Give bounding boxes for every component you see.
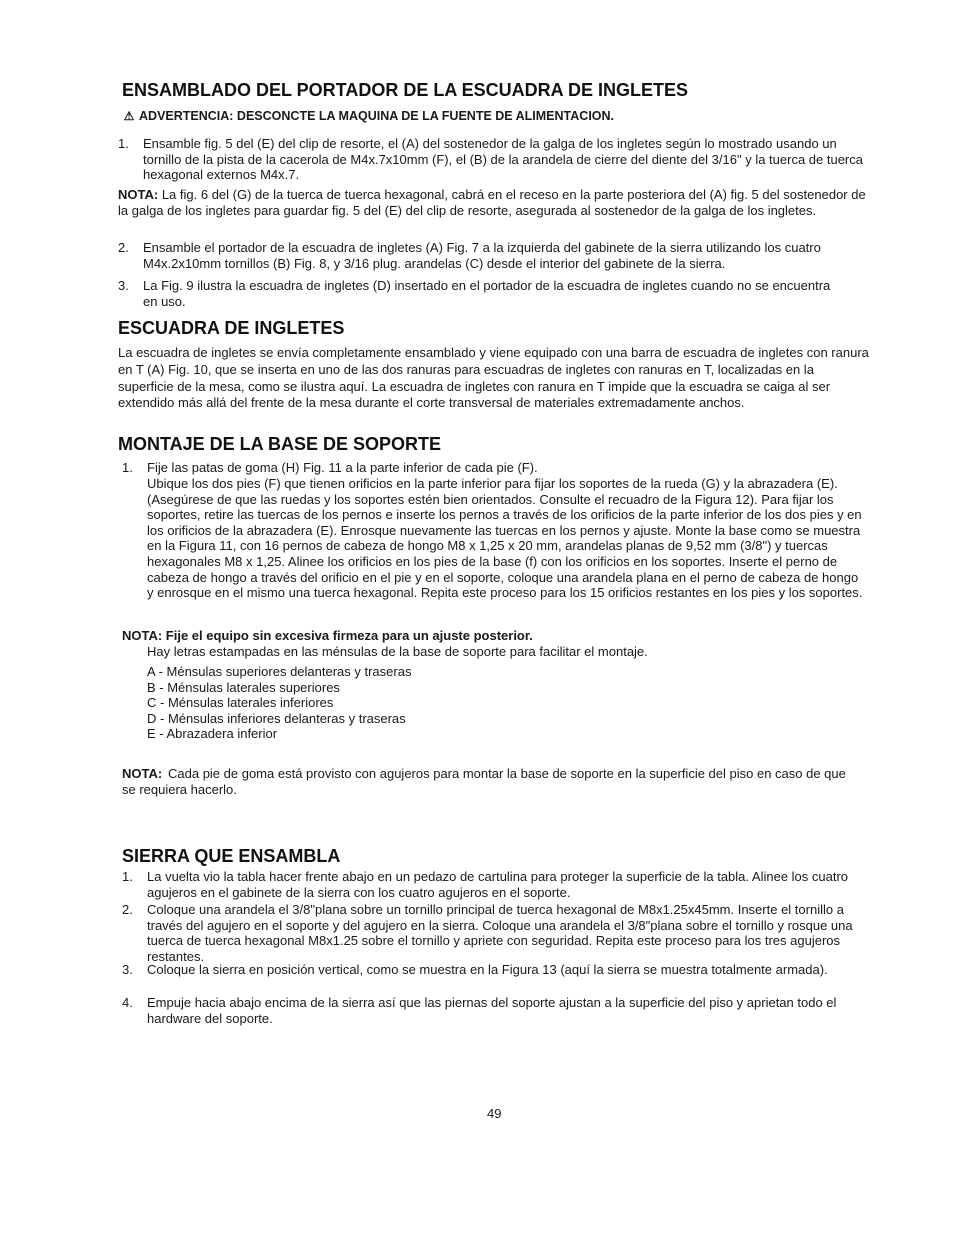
step-text: Ensamble el portador de la escuadra de ingletes (A) Fig. 7 a la izquierda del gabinete de la sierra utilizando los cuatro M4x.2x10mm tornillos (B) Fig. 8, y 3/16 plug. arandelas (C) desde el interior del gabinete de la sierra. <box>143 240 821 271</box>
section-title-montaje: MONTAJE DE LA BASE DE SOPORTE <box>118 434 442 454</box>
warning-text: ADVERTENCIA: DESCONCTE LA MAQUINA DE LA FUENTE DE ALIMENTACION. <box>139 109 615 123</box>
warning-triangle-icon: ⚠ <box>123 109 135 123</box>
step-text: Ensamble fig. 5 del (E) del clip de resorte, el (A) del sostenedor de la galga de los ingletes según lo mostrado usando un tornillo de la pista de la cacerola de M4x.7x10mm (F), el (B) de la arandela de cierre del diente del 3/16" y la tuerca de tuerca hexagonal externos M4x.7. <box>143 136 863 183</box>
step-text: La vuelta vio la tabla hacer frente abajo en un pedazo de cartulina para proteger la superficie de la tabla. Alinee los cuatro agujeros en el gabinete de la sierra con los cuatro agujeros en el soporte. <box>147 869 849 900</box>
step-number: 3. <box>122 962 133 977</box>
section-title-sierra: SIERRA QUE ENSAMBLA <box>122 846 341 866</box>
note-bold: NOTA: Fije el equipo sin excesiva firmeza para un ajuste posterior. <box>122 628 533 643</box>
note-text-content: Cada pie de goma está provisto con agujeros para montar la base de soporte en la superficie del piso en caso de que se requiera hacerlo. <box>122 766 846 797</box>
note-text <box>122 766 847 797</box>
step-text: La Fig. 9 ilustra la escuadra de ingletes (D) insertado en el portador de la escuadra de ingletes cuando no se encuentra en uso. <box>143 278 831 309</box>
step-text: Coloque la sierra en posición vertical, como se muestra en la Figura 13 (aquí la sierra se muestra totalmente armada). <box>147 962 828 977</box>
step-text: Empuje hacia abajo encima de la sierra así que las piernas del soporte ajustan a la superficie del piso y aprietan todo el hardware del soporte. <box>147 995 837 1026</box>
page-number: 49 <box>487 1106 502 1121</box>
step-number: 1. <box>122 460 133 475</box>
note-label: NOTA: <box>118 187 159 202</box>
step-number: 1. <box>122 869 133 884</box>
list-item: B - Ménsulas laterales superiores <box>147 680 340 695</box>
body-paragraph: La escuadra de ingletes se envía completamente ensamblado y viene equipado con una barra de escuadra de ingletes con ranura en T (A) Fig. 10, que se inserta en uno de las dos ranuras para escuadras de ingletes con ranuras en T, localizadas en la superficie de la mesa, como se ilustra aquí. La escuadra de ingletes con ranura en T impide que la escuadra se caiga al ser extendido más allá del frente de la mesa durante el corte transversal de materiales extremadamente anchos. <box>118 345 869 411</box>
step-number: 2. <box>122 902 133 917</box>
list-item: E - Abrazadera inferior <box>147 726 278 741</box>
step-text: Fije las patas de goma (H) Fig. 11 a la parte inferior de cada pie (F). <box>147 460 538 475</box>
list-item: A - Ménsulas superiores delanteras y traseras <box>147 664 412 679</box>
step-number: 4. <box>122 995 133 1010</box>
note-paragraph <box>118 187 873 218</box>
section-title-escuadra: ESCUADRA DE INGLETES <box>118 318 345 338</box>
list-item: D - Ménsulas inferiores delanteras y traseras <box>147 711 406 726</box>
list-item: C - Ménsulas laterales inferiores <box>147 695 334 710</box>
note-body: Hay letras estampadas en las ménsulas de la base de soporte para facilitar el montaje. <box>147 644 648 659</box>
note-text: La fig. 6 del (G) de la tuerca de tuerca hexagonal, cabrá en el receso en la parte posteriora del (A) fig. 5 del sostenedor de la galga de los ingletes para guardar fig. 5 del (E) del clip de resorte, asegurada al sostenedor de la galga de los ingletes. <box>118 187 866 218</box>
step-number: 1. <box>118 136 129 151</box>
section-title-portador: ENSAMBLADO DEL PORTADOR DE LA ESCUADRA DE INGLETES <box>122 80 689 100</box>
step-number: 2. <box>118 240 129 255</box>
note-label: NOTA: <box>122 766 163 781</box>
step-number: 3. <box>118 278 129 293</box>
step-body: Ubique los dos pies (F) que tienen orificios en la parte inferior para fijar los soportes de la rueda (G) y la abrazadera (E). (Asegúrese de que las ruedas y los soportes estén bien orientados. Consulte el recuadro de la Figura 12). Para fijar los soportes, retire las tuercas de los pernos e inserte los pernos a través de los orificios de la parte inferior de los dos pies y en los orificios de la abrazadera (E). Enrosque nuevamente las tuercas en los pernos y ajuste. Monte la base como se muestra en la Figura 11, con 16 pernos de cabeza de hongo M8 x 1,25 x 20 mm, arandelas planas de 9,52 mm (3/8") y tuercas hexagonales M8 x 1,25. Alinee los orificios en los pies de la base (f) con los orificios en los soportes. Inserte el perno de cabeza de hongo a través del orificio en el pie y en el soporte, coloque una arandela plana en el perno de cabeza de hongo y enrosque en el mismo una tuerca hexagonal. Repita este proceso para los 15 orificios restantes en los pies y los soportes. <box>147 476 863 601</box>
step-text: Coloque una arandela el 3/8"plana sobre un tornillo principal de tuerca hexagonal de M8x1.25x45mm. Inserte el tornillo a través del agujero en el soporte y del agujero en la sierra. Coloque una arandela el 3/8"plana sobre el tornillo y rosque una tuerca de tuerca hexagonal M8x1.25 sobre el tornillo y apriete con seguridad. Repita este proceso para los tres agujeros restantes. <box>147 902 853 964</box>
warning-line <box>122 109 614 125</box>
